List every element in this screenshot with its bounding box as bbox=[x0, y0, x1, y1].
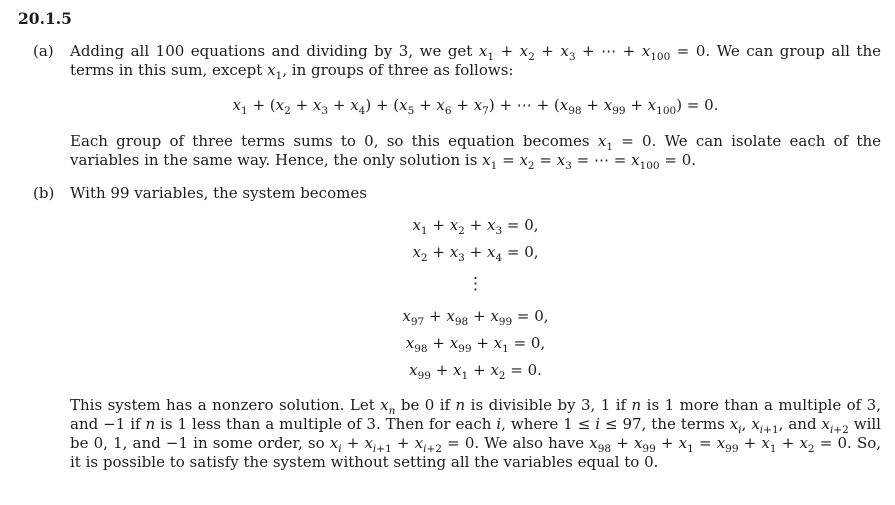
paragraph: With 99 variables, the system becomes bbox=[70, 184, 367, 202]
part-body bbox=[70, 184, 881, 472]
equation-line: $x_{97} + x_{98} + x_{99} = 0$, bbox=[402, 307, 549, 328]
paragraph: Each group of three terms sums to 0, so this equation becomes $x_1 = 0$. We can isolate each of the variables in the same way. Hence, the only solution is $x_1 = x_2 = x_3$ = ⋯ = $x_{100} = 0$. bbox=[70, 132, 881, 172]
part-b bbox=[18, 184, 881, 472]
inline-math: i bbox=[496, 415, 502, 433]
inline-math: 1 ≤ i ≤ 97 bbox=[563, 415, 642, 433]
inline-math: $x_i$ bbox=[729, 415, 742, 436]
inline-math: n bbox=[455, 396, 466, 414]
equation-line: $x_{98} + x_{99} + x_1 = 0$, bbox=[405, 334, 546, 355]
part-body bbox=[70, 42, 881, 170]
display-equation: $x_1 + (x_2 + x_3 + x_4) + (x_5 + x_6 + x_7)$ + ⋯ + $(x_{98} + x_{99} + x_{100}) = 0$. bbox=[232, 96, 719, 117]
inline-math: $x_1 = 0$ bbox=[597, 132, 652, 153]
part-a bbox=[18, 42, 881, 170]
vdots: ⋮ bbox=[467, 274, 484, 294]
equation-line: $x_1 + x_2 + x_3 = 0$, bbox=[412, 216, 539, 237]
solution-parts bbox=[18, 42, 881, 472]
inline-math: $x_{i+2}$ bbox=[821, 415, 849, 436]
paragraph: This system has a nonzero solution. Let $x_n$ be 0 if n is divisible by 3, 1 if n is 1 more than a multiple of 3, and −1 if n is 1 less than a multiple of 3. Then for each i, where 1 ≤ i ≤ 97, the terms $x_i$, $x_{i+1}$, and $x_{i+2}$ will be 0, 1, and −1 in some order, so $x_i + x_{i+1} + x_{i+2} = 0$. We also have $x_{98} + x_{99} + x_1 = x_{99} + x_1 + x_2 = 0$. So, it is possible to satisfy the system without setting all the variables equal to 0. bbox=[70, 396, 882, 471]
problem-number: 20.1.5 bbox=[18, 9, 72, 28]
part-label: (a) bbox=[33, 42, 54, 60]
inline-math: $x_1 + x_2 + x_3$ + ⋯ + $x_{100} = 0$ bbox=[478, 42, 706, 63]
inline-math: $x_i + x_{i+1} + x_{i+2} = 0$ bbox=[329, 434, 475, 455]
equation-line: $x_{99} + x_1 + x_2 = 0$. bbox=[409, 361, 542, 382]
inline-math: n bbox=[145, 415, 156, 433]
equation-line: $x_2 + x_3 + x_4 = 0$, bbox=[412, 243, 539, 264]
inline-math: $x_1 = x_2 = x_3$ = ⋯ = $x_{100} = 0$ bbox=[482, 151, 692, 172]
part-label: (b) bbox=[33, 184, 55, 202]
inline-math: n bbox=[631, 396, 642, 414]
equation-system bbox=[70, 216, 881, 380]
inline-math: $x_1$ bbox=[267, 61, 283, 82]
inline-math: $x_n$ bbox=[380, 396, 396, 417]
inline-math: $x_{i+1}$ bbox=[751, 415, 779, 436]
paragraph: Adding all 100 equations and dividing by 3, we get $x_1 + x_2 + x_3$ + ⋯ + $x_{100} = 0$. We can group all the terms in this sum, except $x_1$, in groups of three as follows: bbox=[70, 42, 881, 82]
inline-math: $x_{98} + x_{99} + x_1 = x_{99} + x_1 + x_2 = 0$ bbox=[589, 434, 848, 455]
